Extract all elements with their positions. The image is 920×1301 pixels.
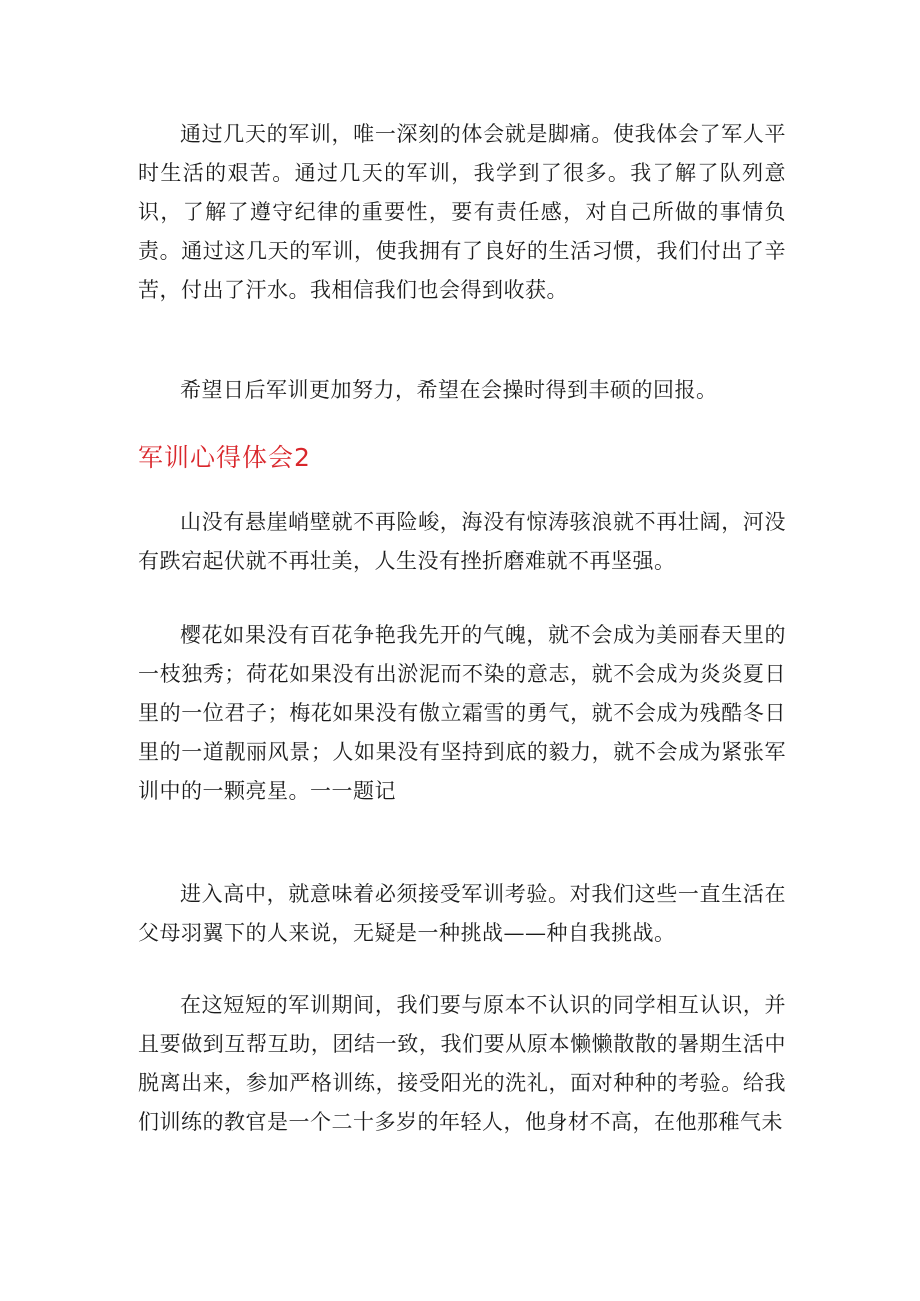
paragraph: 通过几天的军训，唯一深刻的体会就是脚痛。使我体会了军人平时生活的艰苦。通过几天的军训，我学到了很多。我了解了队列意识，了解了遵守纪律的重要性，要有责任感，对自己所做的事情负责。通过这几天的军训，使我拥有了良好的生活习惯，我们付出了辛苦，付出了汗水。我相信我们也会得到收获。 [138, 122, 786, 302]
paragraph: 山没有悬崖峭壁就不再险峻，海没有惊涛骇浪就不再壮阔，河没有跌宕起伏就不再壮美，人生没有挫折磨难就不再坚强。 [138, 510, 786, 573]
section-heading: 军训心得体会2 [138, 443, 311, 472]
paragraph: 樱花如果没有百花争艳我先开的气魄，就不会成为美丽春天里的一枝独秀；荷花如果没有出淤泥而不染的意志，就不会成为炎炎夏日里的一位君子；梅花如果没有傲立霜雪的勇气，就不会成为残酷冬日里的一道靓丽风景；人如果没有坚持到底的毅力，就不会成为紧张军训中的一颗亮星。一一题记 [138, 623, 786, 803]
paragraph: 进入高中，就意味着必须接受军训考验。对我们这些一直生活在父母羽翼下的人来说，无疑是一种挑战——种自我挑战。 [138, 882, 786, 945]
paragraph: 在这短短的军训期间，我们要与原本不认识的同学相互认识，并且要做到互帮互助，团结一致，我们要从原本懒懒散散的暑期生活中脱离出来，参加严格训练，接受阳光的洗礼，面对种种的考验。给我们训练的教官是一个二十多岁的年轻人，他身材不高，在他那稚气未 [138, 993, 786, 1134]
paragraph: 希望日后军训更加努力，希望在会操时得到丰硕的回报。 [180, 378, 718, 402]
